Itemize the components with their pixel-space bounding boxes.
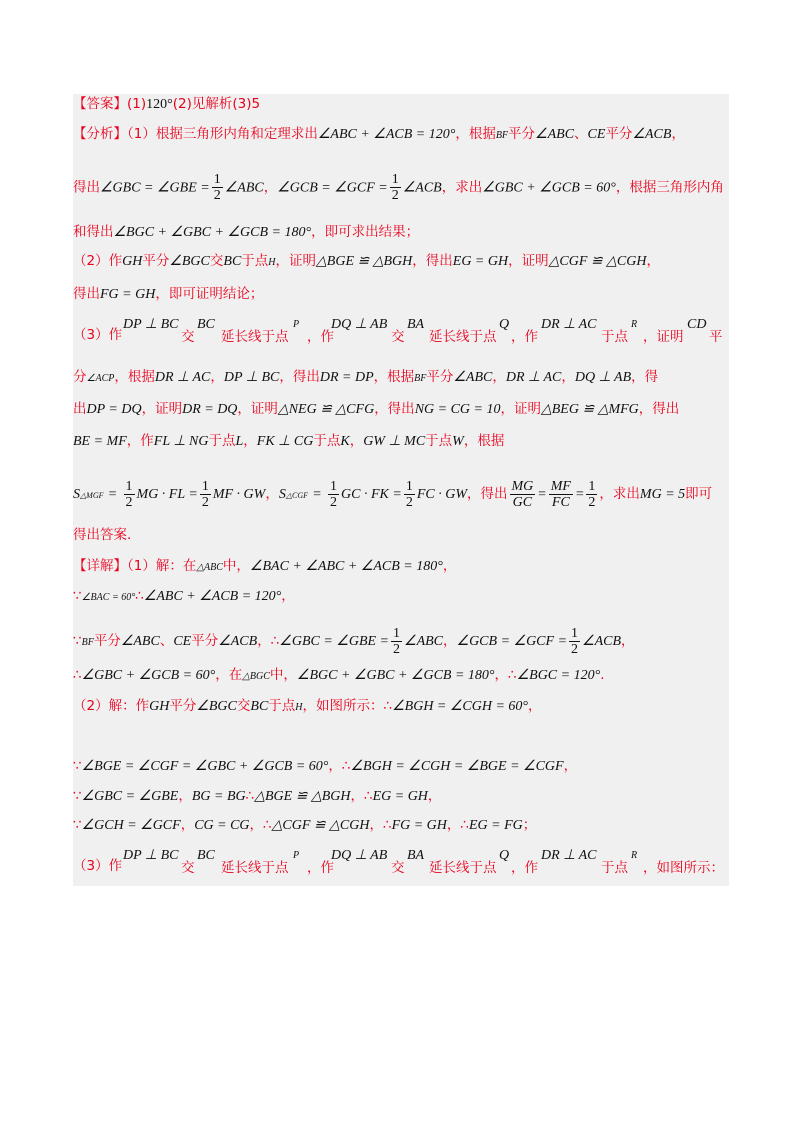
fraction: $\frac{1}{2}$ (393, 625, 401, 657)
answer-tag: 【答案】 (73, 96, 127, 112)
text: （2）作 (73, 253, 123, 269)
text: 于点 (208, 433, 236, 449)
text: ，如图所示： (302, 698, 384, 714)
text: ，求出 (599, 486, 640, 502)
math: ∠BGH = ∠CGH = 60° (392, 699, 529, 714)
text: 平分 (142, 253, 170, 269)
math: DQ ⊥ AB (574, 370, 632, 385)
math: R (631, 850, 638, 861)
therefore-icon: ∴ (135, 588, 144, 604)
therefore-icon: ∴ (363, 788, 373, 804)
math: DP = DQ (86, 402, 142, 417)
fraction: $\frac{1}{2}$ (391, 172, 399, 203)
text: ，证明 (500, 401, 541, 417)
text: 交 (209, 253, 224, 269)
math: ∠BGC + ∠GBC + ∠GCB = 180° (113, 225, 312, 240)
math: P (293, 319, 300, 330)
math: DQ ⊥ AB (331, 317, 388, 332)
math: MF · GW (212, 487, 266, 502)
math: ∠GBC + ∠GCB = 60° (81, 668, 216, 683)
math: NG = CG = 10 (414, 402, 501, 417)
analysis-line-1 (73, 124, 733, 146)
text: 平分 (508, 126, 536, 142)
fraction: $\frac{MG}{GC}$ (511, 478, 534, 510)
math: W (452, 434, 464, 449)
text: 于点 (241, 253, 269, 269)
math: = (107, 487, 118, 502)
text: ，作 (511, 329, 538, 345)
math: DP ⊥ BC (223, 370, 280, 385)
math: CD (687, 317, 707, 332)
math: BE = MF (73, 434, 127, 449)
text: ，在 (215, 667, 243, 683)
detail-line-8 (73, 815, 733, 836)
therefore-icon: ∴ (245, 788, 255, 804)
math: CE (587, 127, 606, 142)
math: FG = GH (100, 287, 156, 302)
text: （3）作 (73, 327, 123, 343)
because-icon: ∵ (73, 588, 82, 604)
text: 延长线于点 (429, 329, 497, 345)
text: ， (369, 817, 383, 833)
math: S (73, 487, 80, 502)
math: H (295, 702, 303, 713)
text: 平分 (605, 126, 633, 142)
detail-line-9 (73, 846, 733, 876)
therefore-icon: ∴ (270, 633, 280, 649)
fraction: $\frac{1}{2}$ (201, 478, 209, 510)
text: 交 (181, 329, 195, 345)
therefore-icon: ∴ (341, 758, 351, 774)
text: ，证明 (275, 253, 317, 269)
text: ， (281, 588, 295, 604)
math: △BGE ≌ △BGH (254, 789, 351, 804)
math: ∠ACB (582, 634, 622, 649)
text: ，证明 (141, 401, 183, 417)
answer-part1: (1) (127, 96, 147, 112)
detail-line-7 (73, 786, 733, 807)
math: △ABC (196, 562, 223, 573)
text: 延长线于点 (221, 329, 289, 345)
analysis-line-3 (73, 222, 733, 243)
text: 交 (181, 860, 195, 876)
math: FL ⊥ NG (153, 434, 209, 449)
text: ，作 (307, 860, 334, 876)
math: ∠BGC + ∠GBC + ∠GCB = 180° (296, 668, 495, 683)
math: DQ ⊥ AB (331, 848, 388, 863)
math: ∠GCB = ∠GCF = (277, 180, 388, 196)
text: （1）解：在 (127, 558, 197, 574)
math: BC (197, 848, 215, 863)
detail-line-5 (73, 696, 733, 718)
math: FK ⊥ CG (256, 434, 314, 449)
text: ， (178, 788, 192, 804)
math: △BGC (242, 671, 270, 682)
math: ∠ABC (535, 127, 575, 142)
math: ∠GBC + ∠GCB = 60° (482, 180, 616, 196)
text: ， (349, 433, 364, 449)
text: ，根据 (114, 369, 155, 385)
text: ，作 (307, 329, 334, 345)
text: ，根据 (373, 369, 415, 385)
text: ，得出 (467, 486, 508, 502)
detail-line-2 (73, 586, 733, 608)
math: △NEG ≌ △CFG (277, 402, 375, 417)
text: ，根据 (463, 433, 505, 449)
text: ，得出 (412, 253, 453, 269)
detail-line-3 (73, 624, 733, 658)
math: FG = GH (391, 818, 447, 833)
text: 于点 (268, 698, 296, 714)
text: 平分 (93, 633, 121, 649)
text: ， (621, 633, 635, 649)
math: ∠BAC = 60° (81, 592, 136, 603)
text: 出 (73, 401, 87, 417)
text: 和得出 (73, 224, 114, 240)
text: ，即可证明结论； (155, 286, 264, 302)
therefore-icon: ∴ (508, 667, 517, 683)
math: BC (250, 699, 269, 714)
text: ， (180, 817, 195, 833)
text: ，作 (126, 433, 154, 449)
text: 交 (391, 329, 405, 345)
detail-tag: 【详解】 (73, 558, 127, 574)
text: ，作 (511, 860, 538, 876)
text: ， (646, 253, 660, 269)
text: 于点 (313, 433, 341, 449)
math: GW ⊥ MC (363, 434, 426, 449)
because-icon: ∵ (73, 758, 82, 774)
therefore-icon: ∴ (263, 817, 272, 833)
math: DP ⊥ BC (123, 317, 179, 332)
math: MG · FL = (136, 487, 198, 502)
text: 平分 (191, 633, 219, 649)
math: DR ⊥ AC (505, 370, 562, 385)
text: ， (442, 558, 457, 574)
text: 中， (222, 558, 250, 574)
math: BA (407, 848, 425, 863)
text: 中， (269, 667, 297, 683)
analysis-line-11 (73, 525, 733, 545)
analysis-line-6 (73, 315, 733, 345)
fraction: $\frac{1}{2}$ (213, 172, 221, 203)
because-icon: ∵ (73, 633, 82, 649)
analysis-line-8 (73, 399, 733, 420)
math: △MGF (80, 491, 104, 500)
text: 于点 (601, 329, 628, 345)
text: 交 (236, 698, 251, 714)
text: 、 (574, 126, 588, 142)
text: 分 (73, 369, 87, 385)
text: 平分 (169, 698, 197, 714)
therefore-icon: ∴ (383, 698, 393, 714)
math: ∠BGH = ∠CGH = ∠BGE = ∠CGF (350, 759, 564, 774)
text: 得出 (73, 179, 100, 196)
text: ， (265, 486, 279, 502)
math: EG = GH (452, 254, 509, 269)
text: ，得出 (279, 369, 320, 385)
text: ， (243, 433, 257, 449)
text: ，根据 (455, 126, 496, 142)
math: GC · FK = (341, 487, 402, 502)
text: ； (522, 817, 537, 833)
text: 即可 (685, 486, 713, 502)
math: K (340, 434, 350, 449)
answer-value1: 120° (146, 97, 173, 112)
math: BF (414, 373, 427, 384)
math: DP ⊥ BC (123, 848, 179, 863)
text: ， (210, 369, 224, 385)
math: ∠GBC = ∠GBE = (100, 180, 210, 196)
text: ， (561, 369, 575, 385)
therefore-icon: ∴ (382, 817, 392, 833)
math: S (278, 487, 286, 502)
math: DR = DQ (182, 402, 238, 417)
analysis-line-10 (73, 476, 733, 512)
math: ∠ABC (404, 634, 444, 649)
text: ，得出 (638, 401, 680, 417)
text: ，得出 (374, 401, 415, 417)
math: △BEG ≌ △MFG (540, 402, 639, 417)
fraction: $\frac{1}{2}$ (125, 478, 133, 510)
math: P (293, 850, 300, 861)
math: BC (197, 317, 215, 332)
fraction: $\frac{MF}{FC}$ (550, 478, 571, 510)
text: ，求出 (441, 179, 483, 196)
analysis-line-2 (73, 172, 733, 203)
math: ∠GCB = ∠GCF = (456, 634, 568, 649)
math: ∠ABC + ∠ACB = 120° (317, 127, 456, 142)
fraction: $\frac{1}{2}$ (330, 478, 338, 510)
math: GH (122, 254, 143, 269)
text: 平 (709, 329, 723, 345)
text: ， (427, 788, 442, 804)
text: （1）根据三角形内角和定理求出 (127, 126, 318, 142)
analysis-line-4 (73, 251, 733, 273)
math: ∠ABC (224, 180, 264, 196)
text: ，证明 (237, 401, 278, 417)
fraction: $\frac{1}{2}$ (571, 625, 579, 657)
math: ∠BGC (196, 699, 237, 714)
therefore-icon: ∴ (73, 667, 82, 683)
text: ， (563, 758, 578, 774)
because-icon: ∵ (73, 817, 82, 833)
math: BG = BG (191, 789, 246, 804)
math: Q (499, 317, 510, 332)
math: BC (223, 254, 242, 269)
text: ，如图所示： (643, 860, 724, 876)
text: 延长线于点 (429, 860, 497, 876)
analysis-line-5 (73, 284, 733, 305)
text: ， (671, 126, 685, 142)
math: FC · GW (416, 487, 468, 502)
math: ∠GBC = ∠GBE = (279, 634, 390, 649)
math: DR ⊥ AC (541, 848, 597, 863)
text: ， (443, 633, 457, 649)
text: ， (492, 369, 506, 385)
math: EG = FG (469, 818, 523, 833)
analysis-tag: 【分析】 (73, 126, 127, 142)
math: DR = DP (319, 370, 374, 385)
because-icon: ∵ (73, 788, 82, 804)
math: Q (499, 848, 510, 863)
math: = (574, 487, 585, 502)
text: 于点 (425, 433, 453, 449)
math: ∠ABC (453, 370, 493, 385)
text: ，根据三角形内角 (615, 179, 724, 196)
math: = (312, 487, 322, 502)
math: ∠GBC = ∠GBE (81, 789, 179, 804)
math: ∠ABC (120, 634, 160, 649)
text: ， (528, 698, 542, 714)
fraction: $\frac{1}{2}$ (588, 478, 596, 510)
math: = (537, 487, 547, 502)
analysis-line-9 (73, 431, 733, 452)
answer-part2: (2)见解析(3)5 (172, 96, 261, 112)
math: ∠ACB (402, 180, 442, 196)
math: ∠BAC + ∠ABC + ∠ACB = 180° (249, 559, 443, 574)
text: （3）作 (73, 858, 123, 874)
text: ， (263, 179, 278, 196)
fraction: $\frac{1}{2}$ (405, 478, 413, 510)
math: ∠BGE = ∠CGF = ∠GBC + ∠GCB = 60° (81, 759, 329, 774)
text: 平分 (426, 369, 454, 385)
math: ∠ACB (632, 127, 672, 142)
math: △CGF ≌ △CGH (271, 818, 370, 833)
math: ∠BGC (169, 254, 210, 269)
text: ，证明 (643, 329, 684, 345)
math: ∠ACP (86, 373, 115, 384)
math: CE (173, 634, 192, 649)
analysis-line-7 (73, 367, 733, 389)
text: 交 (391, 860, 405, 876)
math: △CGF ≌ △CGH (548, 254, 647, 269)
text: ，证明 (508, 253, 549, 269)
math: BA (407, 317, 425, 332)
text: ， (446, 817, 461, 833)
therefore-icon: ∴ (460, 817, 469, 833)
math: DR ⊥ AC (541, 317, 597, 332)
math: MG = 5 (639, 487, 686, 502)
math: BF (495, 130, 509, 141)
math: ∠ABC + ∠ACB = 120° (143, 589, 282, 604)
math: CG = CG (194, 818, 250, 833)
text: 得出答案. (73, 527, 132, 543)
math: ∠ACB (218, 634, 258, 649)
text: ， (249, 817, 264, 833)
math: H (268, 257, 276, 268)
answer-line (73, 94, 733, 115)
text: 得出 (73, 286, 100, 302)
text: 于点 (601, 860, 628, 876)
math: L (235, 434, 244, 449)
text: ， (328, 758, 342, 774)
text: ，即可求出结果； (311, 224, 420, 240)
math: GH (149, 699, 170, 714)
math: BF (81, 637, 94, 648)
math: DR ⊥ AC (154, 370, 211, 385)
math: ∠GCH = ∠GCF (81, 818, 181, 833)
math: △BGE ≌ △BGH (316, 254, 413, 269)
text: （2）解：作 (73, 698, 150, 714)
math: EG = GH (372, 789, 428, 804)
text: 、 (159, 633, 174, 649)
math: △CGF (285, 491, 308, 500)
detail-line-4 (73, 665, 733, 687)
math: ∠BGC = 120° (516, 668, 601, 683)
text: ，得 (631, 369, 659, 385)
detail-line-6 (73, 756, 733, 777)
text: 延长线于点 (221, 860, 289, 876)
text: . (600, 667, 605, 683)
detail-line-1 (73, 556, 733, 578)
text: ， (257, 633, 271, 649)
text: ， (494, 667, 508, 683)
text: ， (350, 788, 364, 804)
math: R (631, 319, 638, 330)
